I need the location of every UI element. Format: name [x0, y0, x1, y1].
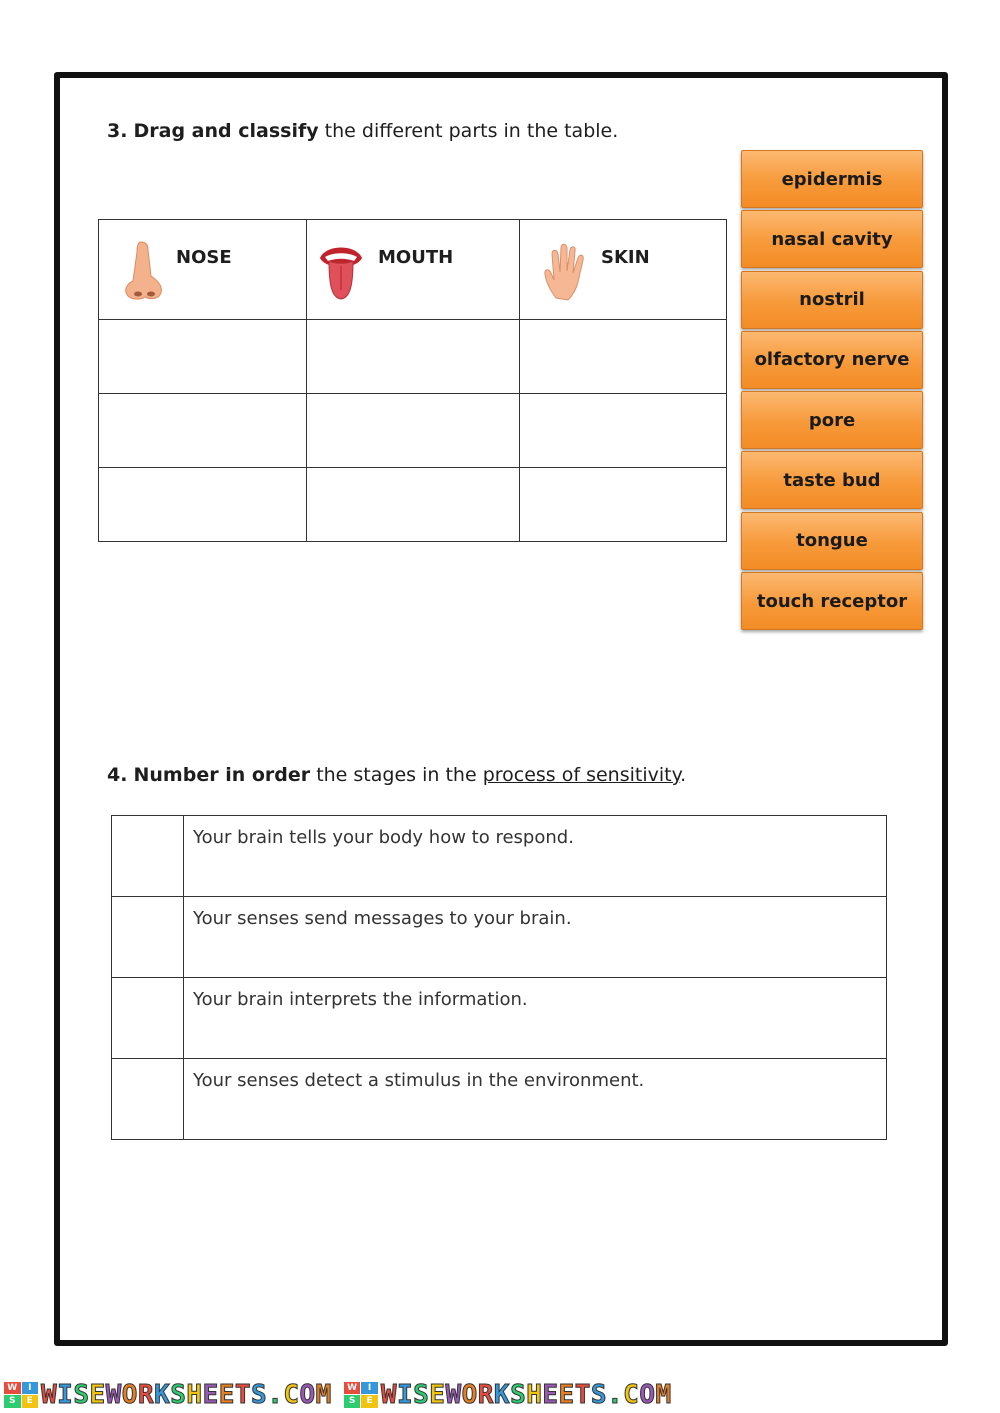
logo-letter: S — [4, 1395, 21, 1408]
stage-text-4: Your senses detect a stimulus in the environment. — [184, 1059, 887, 1140]
drop-cell-nose-2[interactable] — [99, 394, 307, 468]
section-4-bold: Number in order — [133, 764, 311, 786]
watermark-block — [0, 1380, 332, 1410]
drag-tile-olfactory-nerve[interactable]: olfactory nerve — [741, 331, 923, 389]
wise-logo — [4, 1382, 38, 1408]
skin-label: SKIN — [601, 247, 650, 268]
order-input-2[interactable] — [112, 897, 184, 978]
header-nose — [99, 220, 307, 320]
mouth-label: MOUTH — [378, 247, 454, 268]
drop-cell-mouth-2[interactable] — [307, 394, 520, 468]
logo-letter: I — [361, 1382, 378, 1395]
nose-label: NOSE — [176, 247, 232, 268]
order-input-3[interactable] — [112, 978, 184, 1059]
stage-text-2: Your senses send messages to your brain. — [184, 897, 887, 978]
section-4-mid: the stages in the — [316, 764, 477, 786]
drag-tile-epidermis[interactable]: epidermis — [741, 150, 923, 208]
logo-letter: I — [22, 1382, 39, 1395]
order-input-1[interactable] — [112, 816, 184, 897]
table-row — [112, 1059, 887, 1140]
mouth-icon — [318, 242, 364, 302]
stage-text-1: Your brain tells your body how to respond. — [184, 816, 887, 897]
logo-letter: S — [344, 1395, 361, 1408]
footer-watermark — [0, 1376, 1000, 1413]
section-3-bold: Drag and classify — [133, 120, 319, 142]
stage-text-3: Your brain interprets the information. — [184, 978, 887, 1059]
order-input-4[interactable] — [112, 1059, 184, 1140]
wise-logo — [344, 1382, 378, 1408]
drag-tile-nostril[interactable]: nostril — [741, 271, 923, 329]
section-4-underlined: process of sensitivity — [482, 764, 681, 786]
table-row — [112, 897, 887, 978]
section-4-heading — [107, 764, 686, 786]
watermark-text: WISEWORKSHEETS.COM — [380, 1379, 672, 1410]
drag-tiles — [741, 150, 923, 632]
drop-cell-nose-3[interactable] — [99, 468, 307, 542]
nose-icon — [121, 240, 167, 302]
drop-cell-skin-1[interactable] — [520, 320, 727, 394]
table-row — [112, 978, 887, 1059]
drag-tile-tongue[interactable]: tongue — [741, 512, 923, 570]
logo-letter: E — [361, 1395, 378, 1408]
logo-letter: W — [344, 1382, 361, 1395]
drag-tile-nasal-cavity[interactable]: nasal cavity — [741, 210, 923, 268]
order-table — [111, 815, 887, 1140]
drop-cell-mouth-1[interactable] — [307, 320, 520, 394]
section-3-rest: the different parts in the table. — [324, 120, 619, 142]
hand-icon — [542, 240, 590, 302]
drop-cell-skin-2[interactable] — [520, 394, 727, 468]
section-4-end: . — [680, 764, 687, 786]
drop-cell-mouth-3[interactable] — [307, 468, 520, 542]
classify-table — [98, 219, 727, 542]
header-skin — [520, 220, 727, 320]
section-4-number: 4. — [107, 764, 128, 786]
section-3-number: 3. — [107, 120, 128, 142]
logo-letter: W — [4, 1382, 21, 1395]
header-mouth — [307, 220, 520, 320]
drag-tile-touch-receptor[interactable]: touch receptor — [741, 572, 923, 630]
watermark-block — [340, 1380, 672, 1410]
drag-tile-taste-bud[interactable]: taste bud — [741, 451, 923, 509]
logo-letter: E — [22, 1395, 39, 1408]
drop-cell-nose-1[interactable] — [99, 320, 307, 394]
section-3-heading — [107, 120, 618, 142]
drop-cell-skin-3[interactable] — [520, 468, 727, 542]
table-row — [112, 816, 887, 897]
watermark-text: WISEWORKSHEETS.COM — [41, 1379, 332, 1410]
drag-tile-pore[interactable]: pore — [741, 391, 923, 449]
